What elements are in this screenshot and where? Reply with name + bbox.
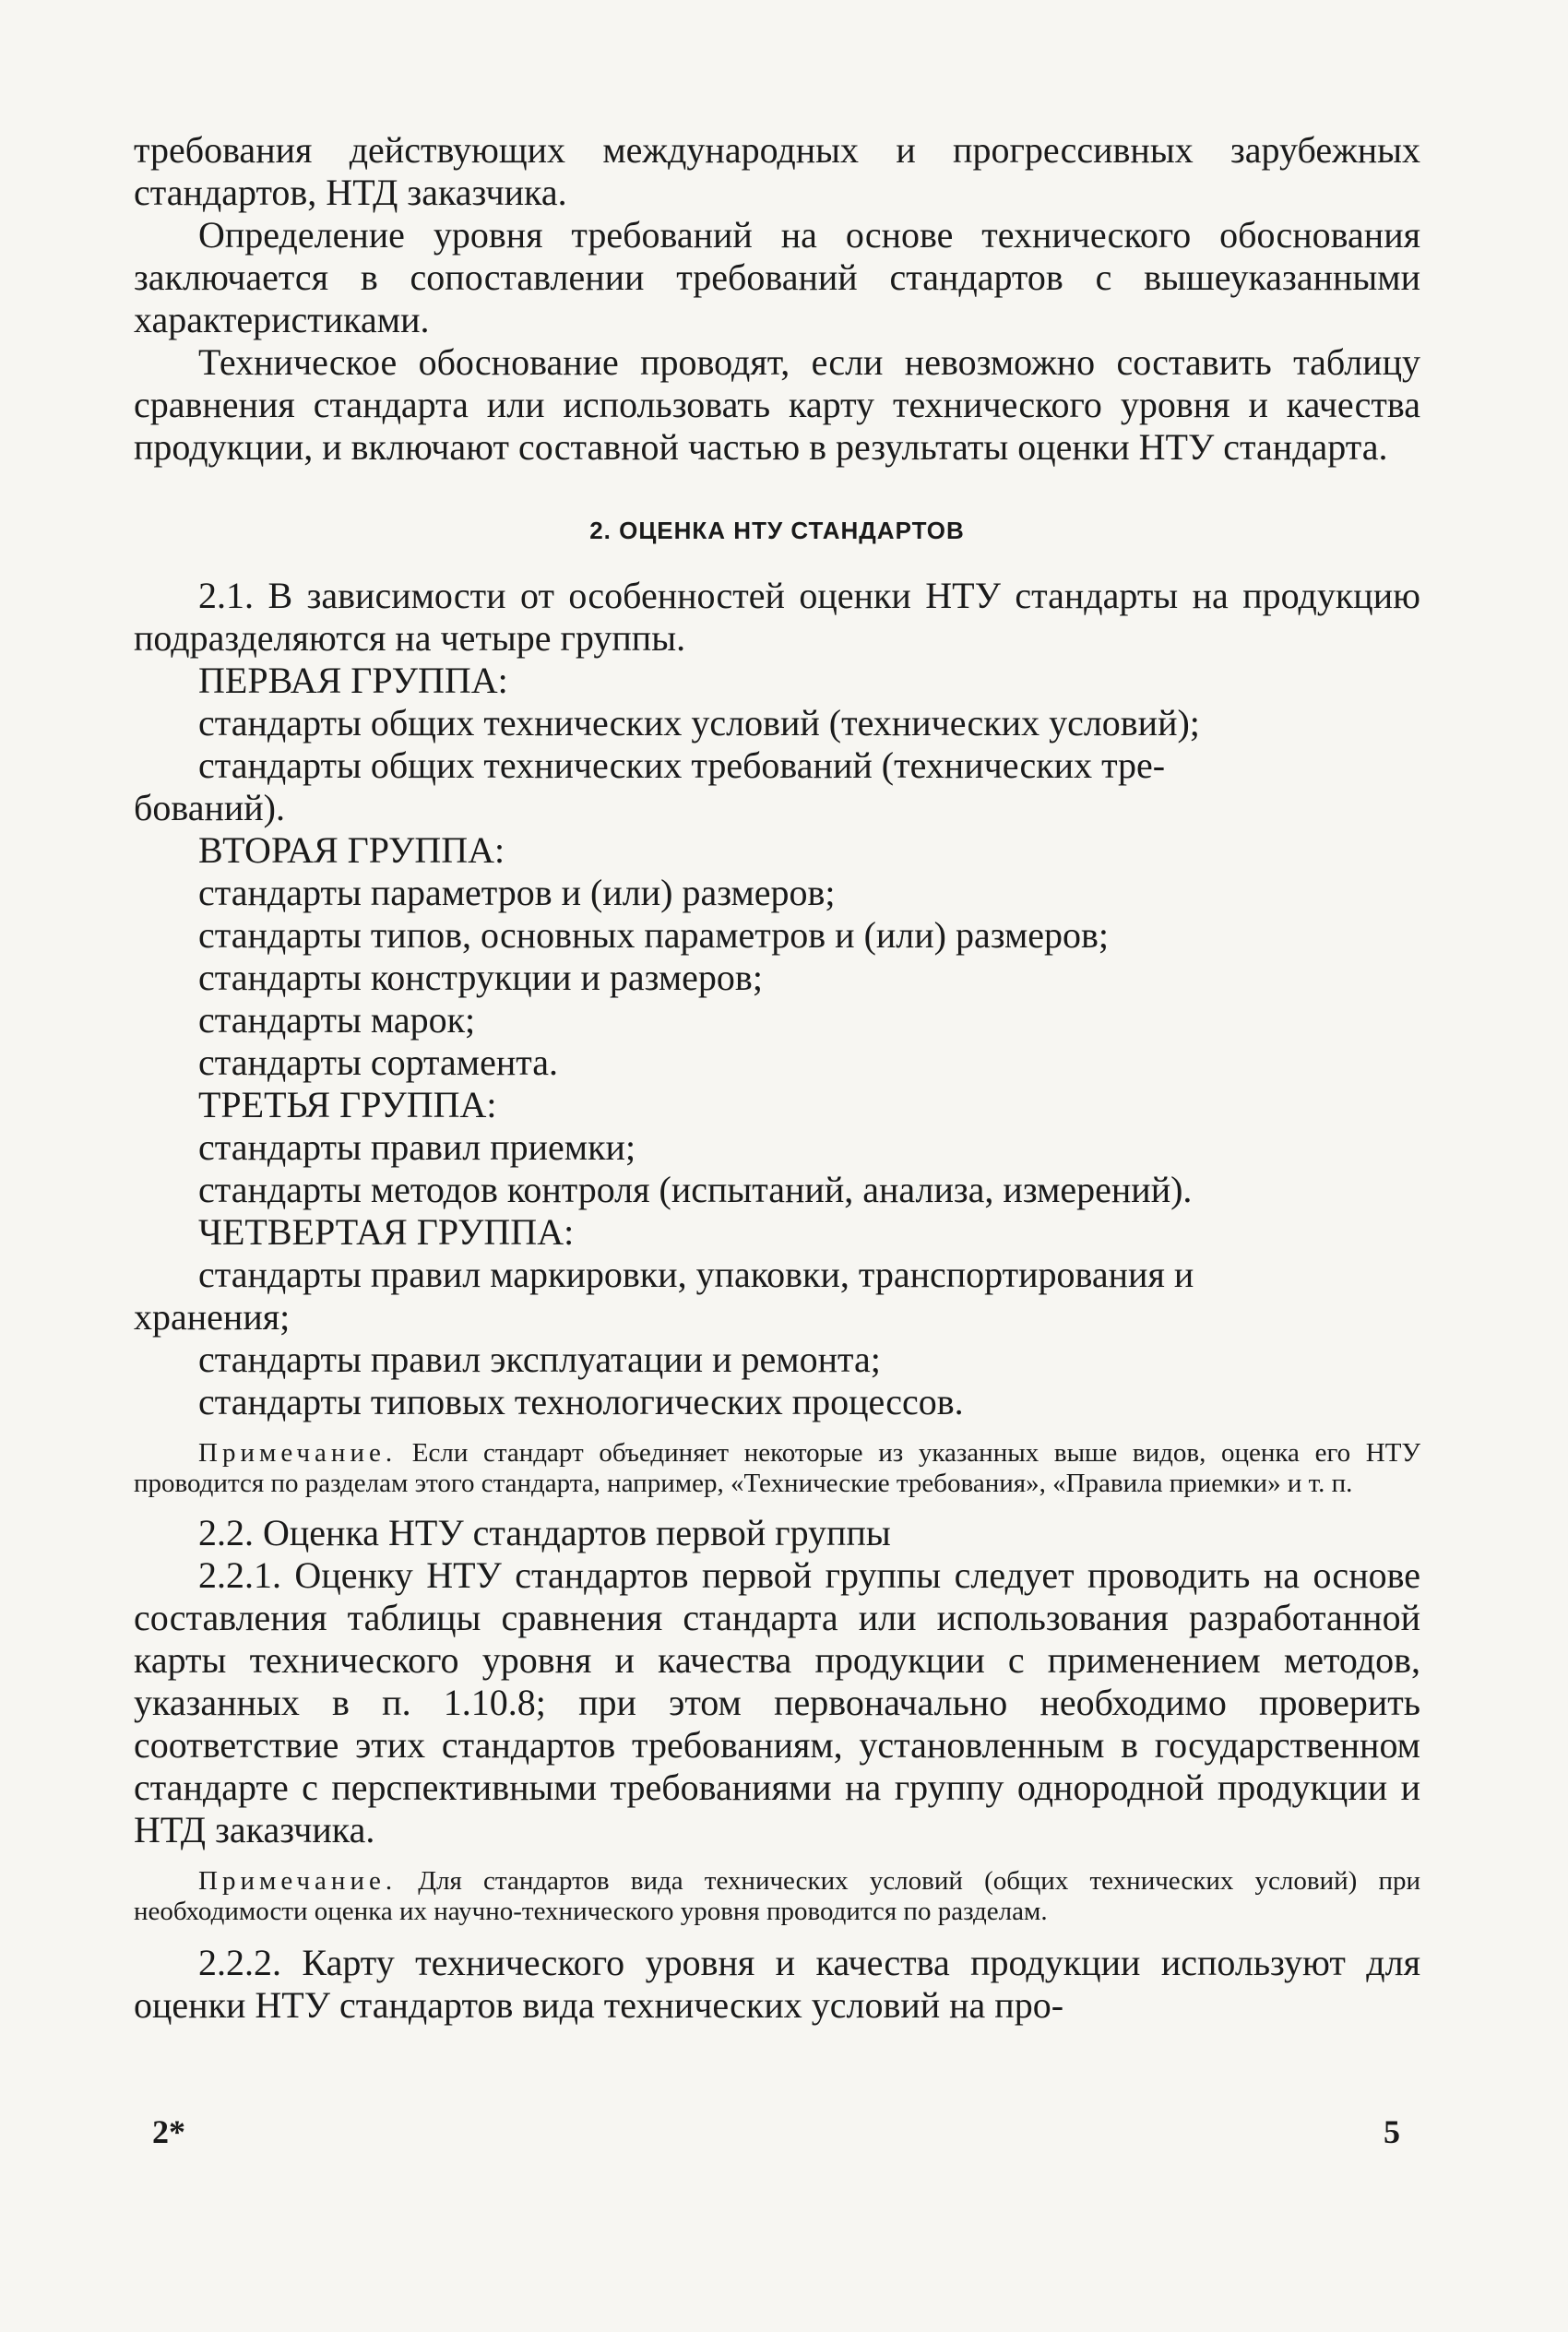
paragraph-technical-justification: Техническое обоснование проводят, если невозможно составить таблицу сравнения стандарта или использовать карту технического уровня и качества продукции, и включают составной частью в результаты оценки НТУ стандарта. <box>134 341 1420 468</box>
group-3-heading: ТРЕТЬЯ ГРУППА: <box>198 1084 497 1125</box>
group-1-item: стандарты общих технических требований (технических тре- <box>198 744 1166 786</box>
note-label: Примечание. <box>198 1866 398 1896</box>
text-block <box>134 129 1420 2027</box>
group-2-item: стандарты параметров и (или) размеров; <box>198 872 836 913</box>
group-1-heading: ПЕРВАЯ ГРУППА: <box>198 660 508 701</box>
group-4-item: стандарты правил эксплуатации и ремонта; <box>198 1339 881 1380</box>
paragraph-continuation: требования действующих международных и прогрессивных зарубежных стандартов, НТД заказчика. <box>134 129 1420 213</box>
group-1-item-continuation: бований). <box>134 787 286 828</box>
group-3-item: стандарты методов контроля (испытаний, анализа, измерений). <box>198 1169 1193 1210</box>
page-number: 5 <box>1384 2113 1400 2150</box>
group-1-item: стандарты общих технических условий (технических условий); <box>198 702 1200 744</box>
group-2-item: стандарты типов, основных параметров и (или) размеров; <box>198 914 1110 956</box>
note-text: Для стандартов вида технических условий (общих технических условий) при необходимости оценка их научно-технического уровня проводится по разделам. <box>134 1866 1421 1926</box>
paragraph-justification-definition: Определение уровня требований на основе технического обоснования заключается в сопоставлении требований стандартов с вышеуказанными характеристиками. <box>134 214 1420 340</box>
group-3-item: стандарты правил приемки; <box>198 1126 636 1168</box>
group-2-item: стандарты сортамента. <box>198 1041 558 1083</box>
group-4-item: стандарты правил маркировки, упаковки, транспортирования и <box>198 1254 1194 1295</box>
group-2-heading: ВТОРАЯ ГРУППА: <box>198 829 505 871</box>
paragraph-2-1: 2.1. В зависимости от особенностей оценки НТУ стандарты на продукцию подразделяются на четыре группы. <box>134 575 1420 659</box>
group-2-item: стандарты марок; <box>198 999 476 1041</box>
group-2-item: стандарты конструкции и размеров; <box>198 957 763 998</box>
note-text: Если стандарт объединяет некоторые из указанных выше видов, оценка его НТУ проводится по разделам этого стандарта, например, «Технические требования», «Правила приемки» и т. п. <box>134 1438 1420 1498</box>
printer-signature-mark: 2* <box>152 2113 185 2150</box>
group-4-item: стандарты типовых технологических процессов. <box>198 1381 964 1422</box>
note-technical-conditions <box>134 1866 1420 1927</box>
paragraph-2-2: 2.2. Оценка НТУ стандартов первой группы <box>198 1512 891 1553</box>
group-4-heading: ЧЕТВЕРТАЯ ГРУППА: <box>198 1211 575 1253</box>
section-title: 2. ОЦЕНКА НТУ СТАНДАРТОВ <box>589 517 965 544</box>
note-combined-standards <box>134 1438 1420 1499</box>
paragraph-2-2-1: 2.2.1. Оценку НТУ стандартов первой группы следует проводить на основе составления таблицы сравнения стандарта или использования разработанной карты технического уровня и качества продукции с применением методов, указанных в п. 1.10.8; при этом первоначально необходимо проверить соответствие этих стандартов требованиям, установленным в государственном стандарте с перспективными требованиями на группу однородной продукции и НТД заказчика. <box>134 1554 1420 1850</box>
group-4-item-continuation: хранения; <box>134 1296 291 1338</box>
paragraph-2-2-2: 2.2.2. Карту технического уровня и качества продукции используют для оценки НТУ стандартов вида технических условий на про- <box>134 1942 1420 2026</box>
note-label: Примечание. <box>198 1438 398 1468</box>
